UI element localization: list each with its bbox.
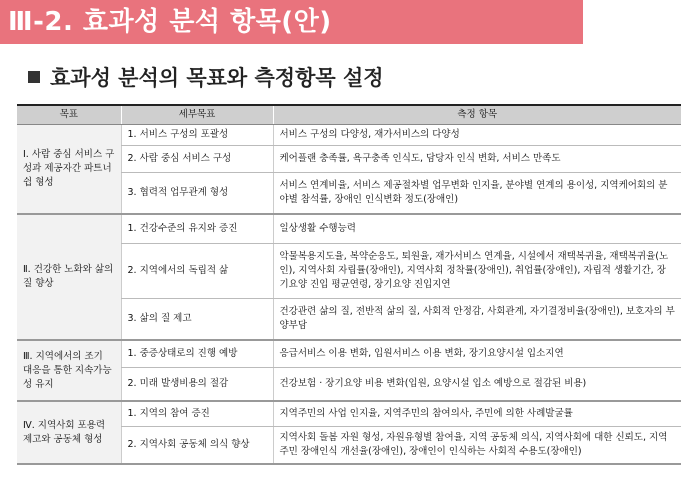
- table-header-row: [17, 105, 681, 125]
- items-cell: 악물복용지도율, 복약순응도, 퇴원율, 재가서비스 연계율, 시설에서 재택복귀율, 재택복귀율(노인), 지역사회 자립률(장애인), 지역사회 정착률(장애인), 취업률(장애인), 자립적 생활기간, 장기요양 진입 평균연령, 장기요양 진입지연: [273, 244, 681, 299]
- subgoal-cell: 1. 건강수준의 유지와 증진: [121, 214, 273, 244]
- bullet-square-icon: [28, 71, 40, 83]
- goal-cell: Ⅰ. 사람 중심 서비스 구성과 제공자간 파트너쉽 형성: [17, 125, 121, 215]
- subgoal-cell: 3. 협력적 업무관계 형성: [121, 173, 273, 215]
- subgoal-cell: 2. 사람 중심 서비스 구성: [121, 146, 273, 173]
- section-banner: Ⅲ-2. 효과성 분석 항목(안): [0, 0, 583, 44]
- header-items: 측정 항목: [273, 105, 681, 125]
- subgoal-cell: 1. 중증상태로의 진행 예방: [121, 340, 273, 368]
- items-cell: 케어플랜 충족률, 욕구충족 인식도, 담당자 인식 변화, 서비스 만족도: [273, 146, 681, 173]
- table-row: [17, 401, 681, 427]
- header-goal: 목표: [17, 105, 121, 125]
- subgoal-cell: 1. 서비스 구성의 포괄성: [121, 125, 273, 146]
- subgoal-cell: 2. 지역사회 공동체 의식 향상: [121, 427, 273, 465]
- goal-cell: Ⅳ. 지역사회 포용력 제고와 공동체 형성: [17, 401, 121, 464]
- goal-cell: Ⅱ. 건강한 노화와 삶의 질 향상: [17, 214, 121, 340]
- heading-text: 효과성 분석의 목표와 측정항목 설정: [50, 66, 384, 90]
- items-cell: 지역주민의 사업 인지율, 지역주민의 참여의사, 주민에 의한 사례발굴률: [273, 401, 681, 427]
- table-row: [17, 340, 681, 368]
- items-cell: 건강관련 삶의 질, 전반적 삶의 질, 사회적 안정감, 사회관계, 자기결정비율(장애인), 보호자의 부양부담: [273, 299, 681, 341]
- items-cell: 지역사회 돌봄 자원 형성, 자원유형별 참여율, 지역 공동체 의식, 지역사회에 대한 신뢰도, 지역주민 장애인식 개선율(장애인), 장애인이 인식하는 사회적 수용도(장애인): [273, 427, 681, 465]
- table-row: [17, 125, 681, 146]
- items-cell: 서비스 구성의 다양성, 재가서비스의 다양성: [273, 125, 681, 146]
- goal-cell: Ⅲ. 지역에서의 조기 대응을 통한 지속가능성 유지: [17, 340, 121, 401]
- table-row: [17, 214, 681, 244]
- section-heading: [28, 60, 384, 94]
- items-cell: 서비스 연계비율, 서비스 제공절차별 업무변화 인지율, 분야별 연계의 용이성, 지역케어회의 분야별 참석률, 장애인 인식변화 정도(장애인): [273, 173, 681, 215]
- subgoal-cell: 2. 지역에서의 독립적 삶: [121, 244, 273, 299]
- header-subgoal: 세부목표: [121, 105, 273, 125]
- items-cell: 응급서비스 이용 변화, 입원서비스 이용 변화, 장기요양시설 입소지연: [273, 340, 681, 368]
- items-cell: 일상생활 수행능력: [273, 214, 681, 244]
- subgoal-cell: 2. 미래 발생비용의 절감: [121, 368, 273, 402]
- subgoal-cell: 1. 지역의 참여 증진: [121, 401, 273, 427]
- subgoal-cell: 3. 삶의 질 제고: [121, 299, 273, 341]
- items-cell: 건강보험 · 장기요양 비용 변화(입원, 요양시설 입소 예방으로 절감된 비용): [273, 368, 681, 402]
- effectiveness-table: [17, 104, 681, 465]
